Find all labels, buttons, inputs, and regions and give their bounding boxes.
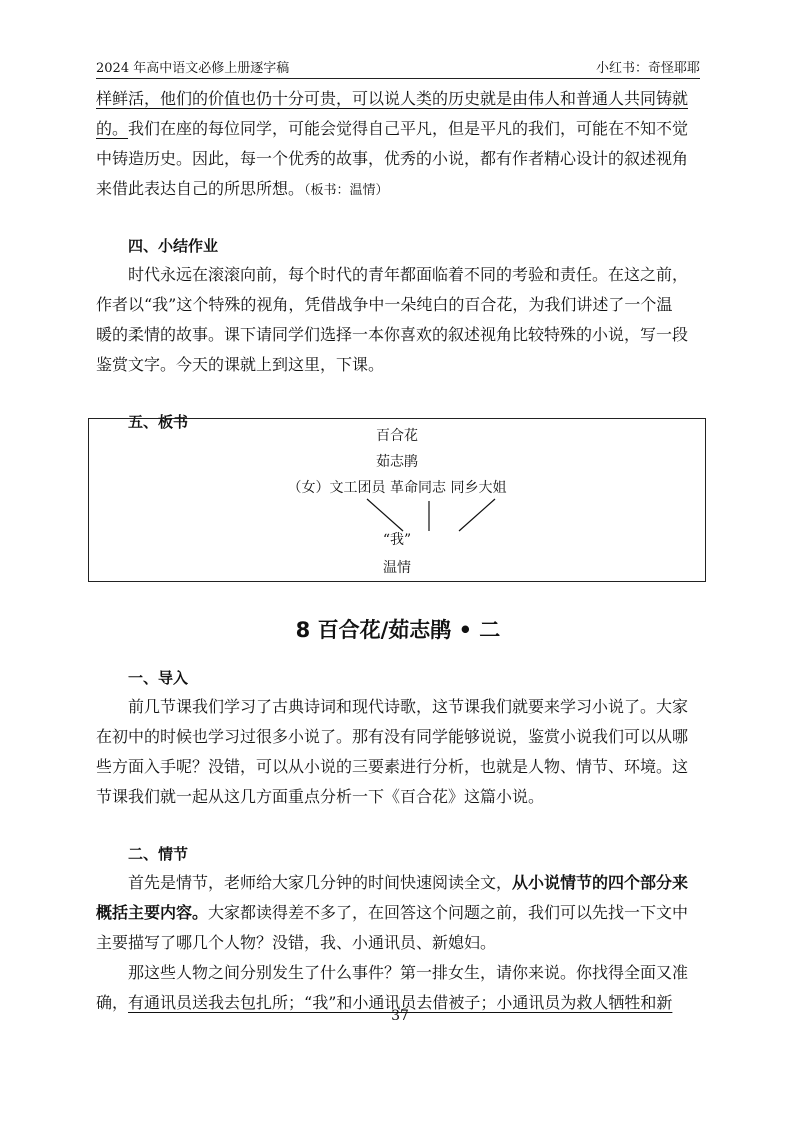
paragraph-text: 我们在座的每位同学，可能会觉得自己平凡，但是平凡的我们，可能在不知不觉	[128, 119, 689, 138]
section-heading: 五、板书	[128, 413, 189, 431]
lower-content	[96, 664, 700, 1018]
board-note: （板书：温情）	[304, 183, 389, 198]
paragraph-line: 那这些人物之间分别发生了什么事件？第一排女生，请你来说。你找得全面又准	[128, 963, 689, 982]
paragraph-line	[96, 114, 700, 144]
underlined-text: 有通讯员送我去包扎所；“我”和小通讯员去借被子；小通讯员为救人牺牲和新	[128, 993, 673, 1012]
paragraph-line	[96, 84, 700, 114]
section-heading: 一、导入	[128, 669, 189, 687]
blackboard-diagram	[88, 418, 706, 582]
paragraph-line: 节课我们就一起从这几方面重点分析一下《百合花》这篇小说。	[96, 787, 545, 806]
upper-content	[96, 84, 700, 436]
board-theme: 温情	[383, 560, 411, 576]
paragraph-line: 在初中的时候也学习过很多小说了。那有没有同学能够说说，鉴赏小说我们可以从哪	[96, 727, 689, 746]
paragraph-line: 鉴赏文字。今天的课就上到这里，下课。	[96, 355, 385, 374]
paragraph-text: 确，	[96, 993, 129, 1012]
paragraph-text: 来借此表达自己的所思所想。	[96, 179, 305, 198]
board-author: 茹志鹃	[376, 454, 418, 470]
connector-line-left	[367, 499, 403, 531]
paragraph-line: 些方面入手呢？没错，可以从小说的三要素进行分析，也就是人物、情节、环境。这	[96, 757, 689, 776]
header-title: 2024 年高中语文必修上册逐字稿	[96, 61, 290, 76]
bold-text: 概括主要内容。	[96, 903, 209, 922]
section-heading: 二、情节	[128, 845, 189, 863]
lesson-title: 8 百合花/茹志鹃 • 二	[295, 618, 501, 642]
paragraph-line: 中铸造历史。因此，每一个优秀的故事，优秀的小说，都有作者精心设计的叙述视角	[96, 149, 689, 168]
paragraph-line	[96, 898, 700, 928]
board-narrator: “我”	[382, 532, 412, 548]
paragraph-text: 大家都读得差不多了，在回答这个问题之前，我们可以先找一下文中	[208, 903, 689, 922]
board-title: 百合花	[376, 428, 418, 444]
page-number: 37	[391, 1008, 409, 1024]
paragraph-line: 前几节课我们学习了古典诗词和现代诗歌，这节课我们就要来学习小说了。大家	[128, 697, 689, 716]
section-heading: 四、小结作业	[128, 237, 219, 255]
paragraph-line	[96, 868, 700, 898]
paragraph-line: 暖的柔情的故事。课下请同学们选择一本你喜欢的叙述视角比较特殊的小说，写一段	[96, 325, 689, 344]
page-header	[96, 54, 700, 79]
underlined-text: 的。	[96, 119, 129, 138]
underlined-text: 样鲜活，他们的价值也仍十分可贵，可以说人类的历史就是由伟人和普通人共同铸就	[96, 89, 689, 108]
paragraph-text: 首先是情节，老师给大家几分钟的时间快速阅读全文，	[128, 873, 513, 892]
header-author: 小红书：奇怪耶耶	[595, 61, 700, 76]
paragraph-line: 作者以“我”这个特殊的视角，凭借战争中一朵纯白的百合花，为我们讲述了一个温	[96, 295, 673, 314]
paragraph-line: 主要描写了哪几个人物？没错，我、小通讯员、新媳妇。	[96, 933, 497, 952]
paragraph-line: 时代永远在滚滚向前，每个时代的青年都面临着不同的考验和责任。在这之前，	[128, 265, 689, 284]
connector-line-right	[459, 499, 495, 531]
board-characters: （女）文工团员 革命同志 同乡大姐	[287, 480, 507, 496]
paragraph-line	[96, 174, 700, 206]
bold-text: 从小说情节的四个部分来	[512, 873, 689, 892]
